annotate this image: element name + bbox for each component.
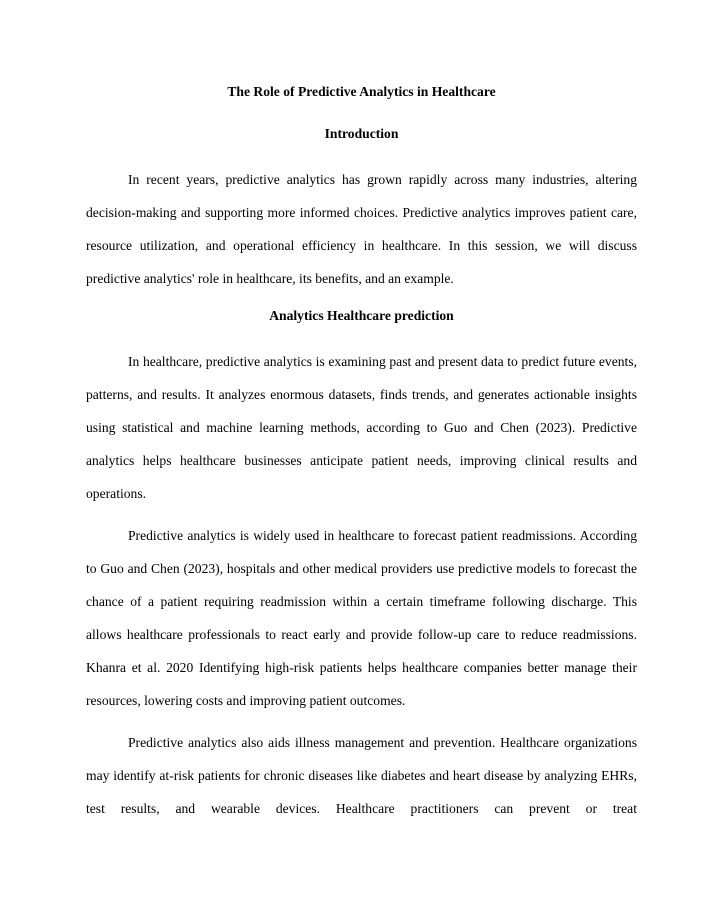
paragraph: In recent years, predictive analytics has grown rapidly across many industries, altering decision-making and supporting more informed choices. Predictive analytics improves patient care, resource utilization, and operational efficiency in healthcare. In this session, we will discuss predictive analytics' role in healthcare, its benefits, and an example. (86, 172, 637, 286)
document-title: The Role of Predictive Analytics in Healthcare (227, 84, 496, 99)
section-heading-introduction: Introduction (324, 126, 399, 141)
document-body (86, 80, 637, 834)
paragraph: In healthcare, predictive analytics is examining past and present data to predict future events, patterns, and results. It analyzes enormous datasets, finds trends, and generates actionable insights using statistical and machine learning methods, according to Guo and Chen (2023). Predictive analytics helps healthcare businesses anticipate patient needs, improving clinical results and operations. (86, 354, 637, 501)
paragraph: Predictive analytics also aids illness management and prevention. Healthcare organizations may identify at-risk patients for chronic diseases like diabetes and heart disease by analyzing EHRs, test results, and wearable devices. Healthcare practitioners can prevent or treat (86, 735, 637, 816)
section-heading-analytics-healthcare-prediction: Analytics Healthcare prediction (269, 308, 454, 323)
paragraph: Predictive analytics is widely used in healthcare to forecast patient readmissions. According to Guo and Chen (2023), hospitals and other medical providers use predictive models to forecast the chance of a patient requiring readmission within a certain timeframe following discharge. This allows healthcare professionals to react early and provide follow-up care to reduce readmissions. Khanra et al. 2020 Identifying high-risk patients helps healthcare companies better manage their resources, lowering costs and improving patient outcomes. (86, 528, 637, 708)
